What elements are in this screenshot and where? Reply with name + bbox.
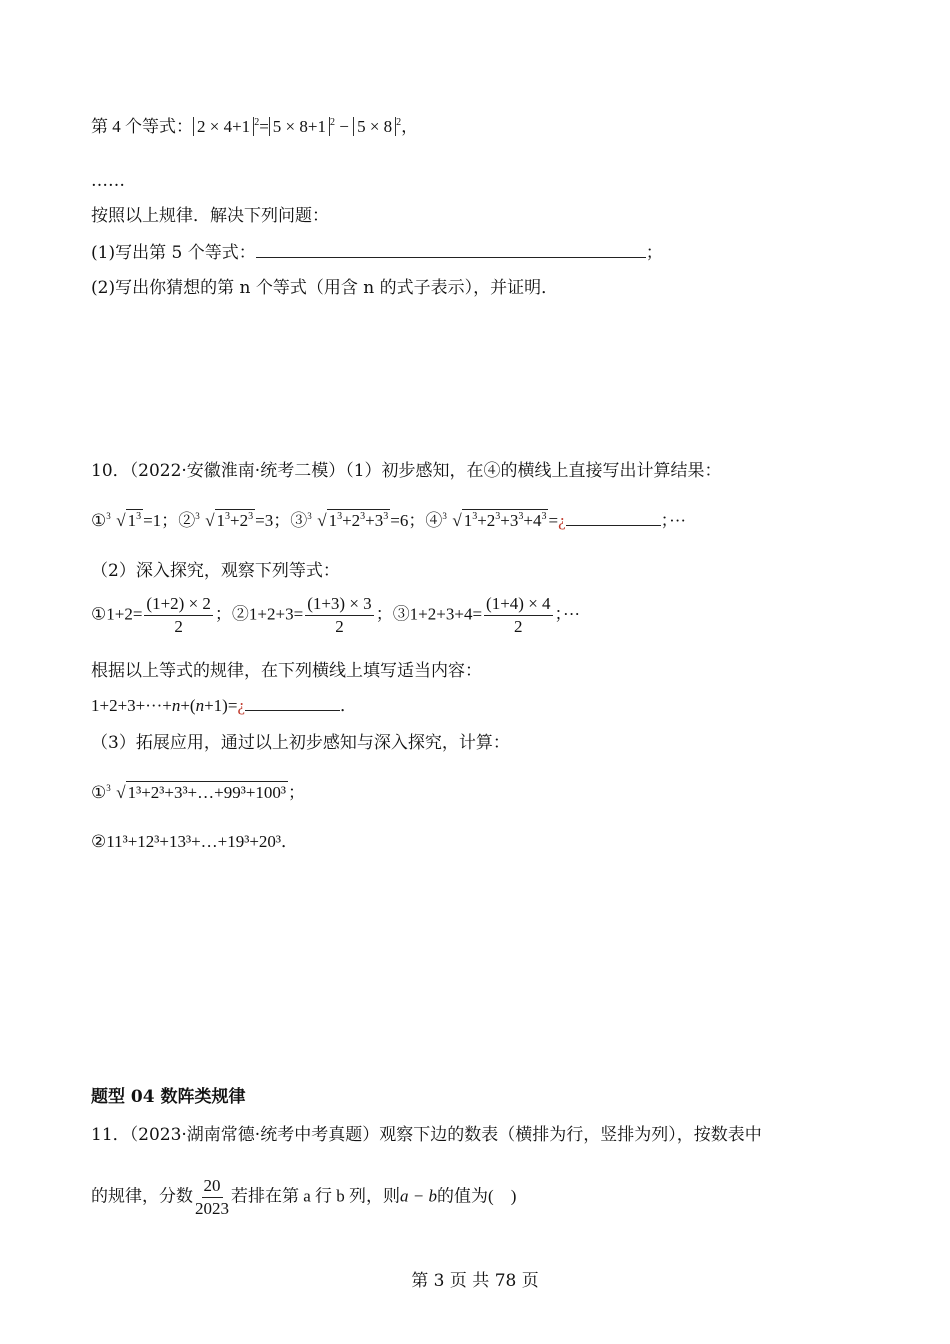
- radical-5: 3 √ 1³+2³+3³+…+99³+100³: [106, 783, 287, 802]
- calc-1: ① 3 √ 1³+2³+3³+…+99³+100³ ；: [91, 783, 306, 802]
- answer-blank-10-2[interactable]: [245, 694, 340, 711]
- radical-1: 3 √ $1^3$: [106, 509, 143, 535]
- question-11-header: 11．（2023·湖南常德·统考中考真题）观察下边的数表（横排为行，竖排为列），按数表中: [91, 1125, 762, 1145]
- sum-formula: 1+2+3+···+n+(n+1)=¿ ．: [91, 696, 357, 715]
- eq4-term-a: 2 × 4+1: [193, 117, 254, 136]
- eq4-label: 第 4 个等式：: [91, 117, 193, 136]
- fraction-20-2023: $\frac{20}{2023}$: [195, 1176, 229, 1218]
- page-footer: 第 3 页 共 78 页: [411, 1271, 539, 1291]
- question-9-2: (2)写出你猜想的第 n 个等式（用含 n 的式子表示），并证明．: [91, 278, 559, 298]
- fraction-row: ①1+2= $\frac{(1+2) \times 2}{2}$ ；②1+2+3= $\frac{(1+3) \times 3}{2}$ ；③1+2+3+4= $\frac{(1+4) \times 4}{2}$ ；···: [91, 594, 581, 636]
- radical-3: 3 √ $1^3+2^3+3^3$: [307, 509, 390, 535]
- fraction-3: $\frac{(1+4) \times 4}{2}$: [486, 594, 551, 636]
- fraction-2: $\frac{(1+3) \times 3}{2}$: [307, 594, 372, 636]
- question-11-line2: 的规律，分数 $\frac{20}{2023}$ 若排在第 a 行 b 列，则a − b的值为( ): [91, 1176, 517, 1218]
- radical-4: 3 √ $1^3+2^3+3^3+4^3$: [442, 509, 548, 535]
- part2-title: （2）深入探究，观察下列等式：: [91, 561, 340, 581]
- part3-title: （3）拓展应用，通过以上初步感知与深入探究，计算：: [91, 733, 510, 753]
- fraction-1: $\frac{(1+2) \times 2}{2}$: [146, 594, 211, 636]
- radical-2: 3 √ $1^3+2^3$: [195, 509, 255, 535]
- eq4-line: 第 4 个等式： 2 × 4+1 $^2$= 5 × 8+1 $^2$ − 5 × 8 $^2$，: [91, 117, 419, 136]
- radical-row: ① 3 √ $1^3 =1$；② 3 √ $1^3+2^3 =3$；③ 3 √ $1^3+2^3+3^3 =6$；④ 3 √ $1^3+2^3+3^3+4^3$ =¿ ；···: [91, 509, 686, 535]
- question-10-header: 10．（2022·安徽淮南·统考二模）（1）初步感知，在④的横线上直接写出计算结果：: [91, 461, 722, 481]
- eq4-term-c: 5 × 8: [353, 117, 396, 136]
- instruction: 按照以上规律．解决下列问题：: [91, 206, 329, 226]
- answer-blank-10-1[interactable]: [566, 509, 661, 526]
- eq4-term-b: 5 × 8+1: [269, 117, 330, 136]
- rule-text: 根据以上等式的规律，在下列横线上填写适当内容：: [91, 661, 482, 681]
- ellipsis: ……: [91, 171, 125, 191]
- question-9-1: (1)写出第 5 个等式： ；: [91, 243, 663, 263]
- calc-2: ②11³+12³+13³+…+19³+20³．: [91, 832, 299, 851]
- section-title: 题型 04 数阵类规律: [91, 1087, 246, 1107]
- answer-blank-9-1[interactable]: [256, 241, 646, 258]
